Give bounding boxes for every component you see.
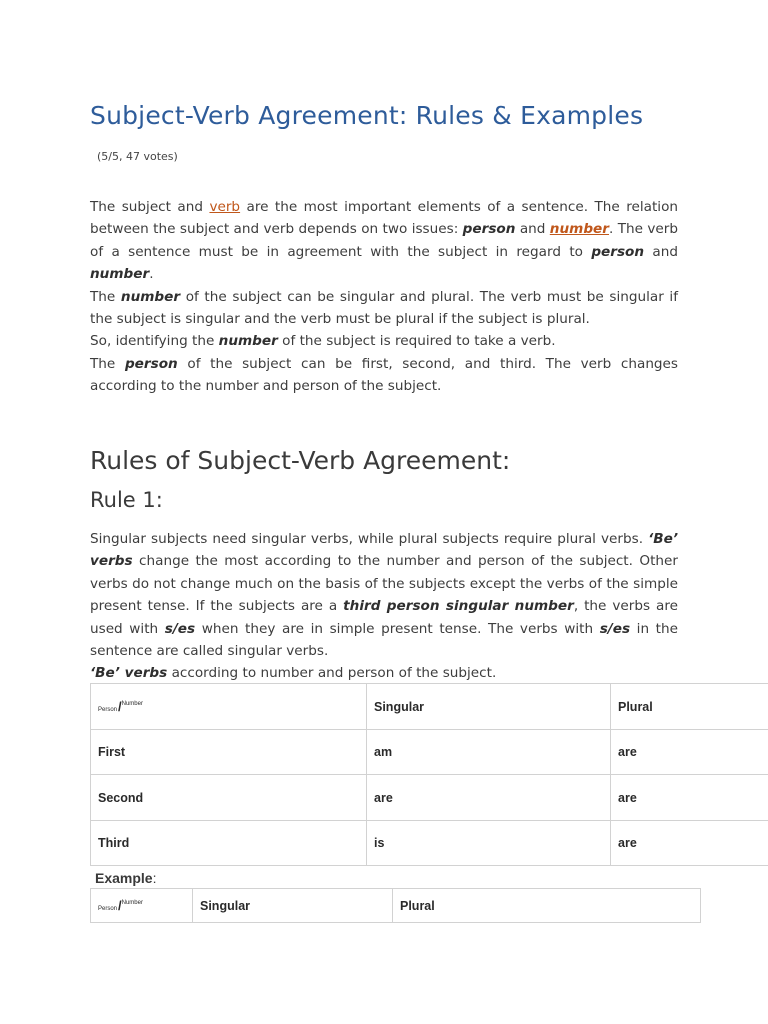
text: of the subject can be first, second, and third. The verb changes according to the number and person of the subject. (90, 355, 679, 395)
text: and (515, 221, 550, 238)
rule-1-heading: Rule 1: (90, 488, 163, 512)
singular-cell: am (367, 730, 611, 775)
plural-cell: are (611, 821, 768, 866)
rating-votes: (5/5, 47 votes) (97, 150, 178, 163)
singular-header: Singular (367, 684, 611, 730)
example-label (95, 870, 156, 886)
plural-cell: are (611, 730, 768, 775)
text: and (644, 243, 678, 260)
intro-text (90, 196, 678, 398)
number-label: Number (121, 701, 143, 707)
table-caption (90, 662, 678, 684)
page-title: Subject-Verb Agreement: Rules & Examples (90, 101, 644, 130)
number-emphasis: number (218, 333, 278, 350)
text: change the most according to the number and person of the subject. Other verbs do not change much on the basis of the subjects except the verbs of the simple present tense. If the subjects are a (90, 553, 678, 615)
plural-header: Plural (393, 889, 701, 923)
ses-emphasis: s/es (599, 620, 631, 637)
number-emphasis: number (120, 288, 181, 305)
text: are the most important elements of a sentence. The relation between the subject and verb depends on two issues: (90, 199, 678, 238)
person-number-header (91, 684, 367, 730)
text: The (90, 355, 125, 372)
person-label: Person (98, 707, 118, 713)
person-cell: Third (91, 821, 367, 866)
text: according to number and person of the subject. (167, 665, 497, 682)
plural-header: Plural (611, 684, 768, 730)
person-number-header (91, 889, 193, 923)
number-emphasis: number (90, 266, 150, 283)
table-row (91, 821, 768, 866)
number-link[interactable]: number (549, 221, 609, 238)
example-text: Example (95, 870, 153, 886)
text: , the verbs are used with (90, 598, 678, 637)
slash-divider: / (118, 898, 122, 913)
text: in the sentence are called singular verbs. (90, 620, 678, 660)
text: The (90, 288, 121, 305)
text: The subject and (90, 199, 210, 215)
table-row (91, 730, 768, 775)
singular-cell: are (367, 775, 611, 821)
intro-paragraph-3 (90, 330, 678, 352)
table-row (91, 775, 768, 821)
third-person-emphasis: third person singular number (343, 598, 574, 615)
rule-1-text (90, 528, 678, 685)
intro-paragraph-2 (90, 286, 678, 331)
table-header-row (91, 889, 701, 923)
example-colon: : (152, 870, 157, 886)
text: So, identifying the (90, 333, 219, 350)
person-cell: First (91, 730, 367, 775)
rule-1-paragraph (90, 528, 678, 662)
slash-divider: / (118, 699, 122, 714)
be-verbs-table (90, 683, 768, 866)
singular-header: Singular (193, 889, 393, 923)
plural-cell: are (611, 775, 768, 821)
verb-link[interactable]: verb (209, 199, 241, 215)
person-cell: Second (91, 775, 367, 821)
be-verbs-emphasis: ‘Be’ verbs (90, 665, 168, 682)
text: of the subject is required to take a verb. (277, 333, 556, 350)
text: of the subject can be singular and plural. The verb must be singular if the subject is singular and the verb must be plural if the subject is plural. (90, 288, 678, 328)
be-verbs-emphasis: ‘Be’ verbs (90, 531, 678, 570)
ses-emphasis: s/es (164, 620, 196, 637)
person-label: Person (98, 906, 118, 912)
text: Singular subjects need singular verbs, while plural subjects require plural verbs. (90, 531, 649, 547)
rules-heading: Rules of Subject-Verb Agreement: (90, 446, 511, 475)
person-emphasis: person (591, 243, 645, 260)
intro-paragraph-1 (90, 196, 678, 286)
example-table (90, 888, 701, 923)
intro-paragraph-4 (90, 353, 678, 398)
text: . (149, 266, 154, 283)
person-emphasis: person (462, 221, 516, 238)
number-label: Number (121, 900, 143, 906)
person-emphasis: person (124, 355, 178, 372)
table-header-row (91, 684, 768, 730)
text: when they are in simple present tense. The verbs with (195, 620, 600, 637)
singular-cell: is (367, 821, 611, 866)
text: . The verb of a sentence must be in agreement with the subject in regard to (90, 221, 678, 260)
